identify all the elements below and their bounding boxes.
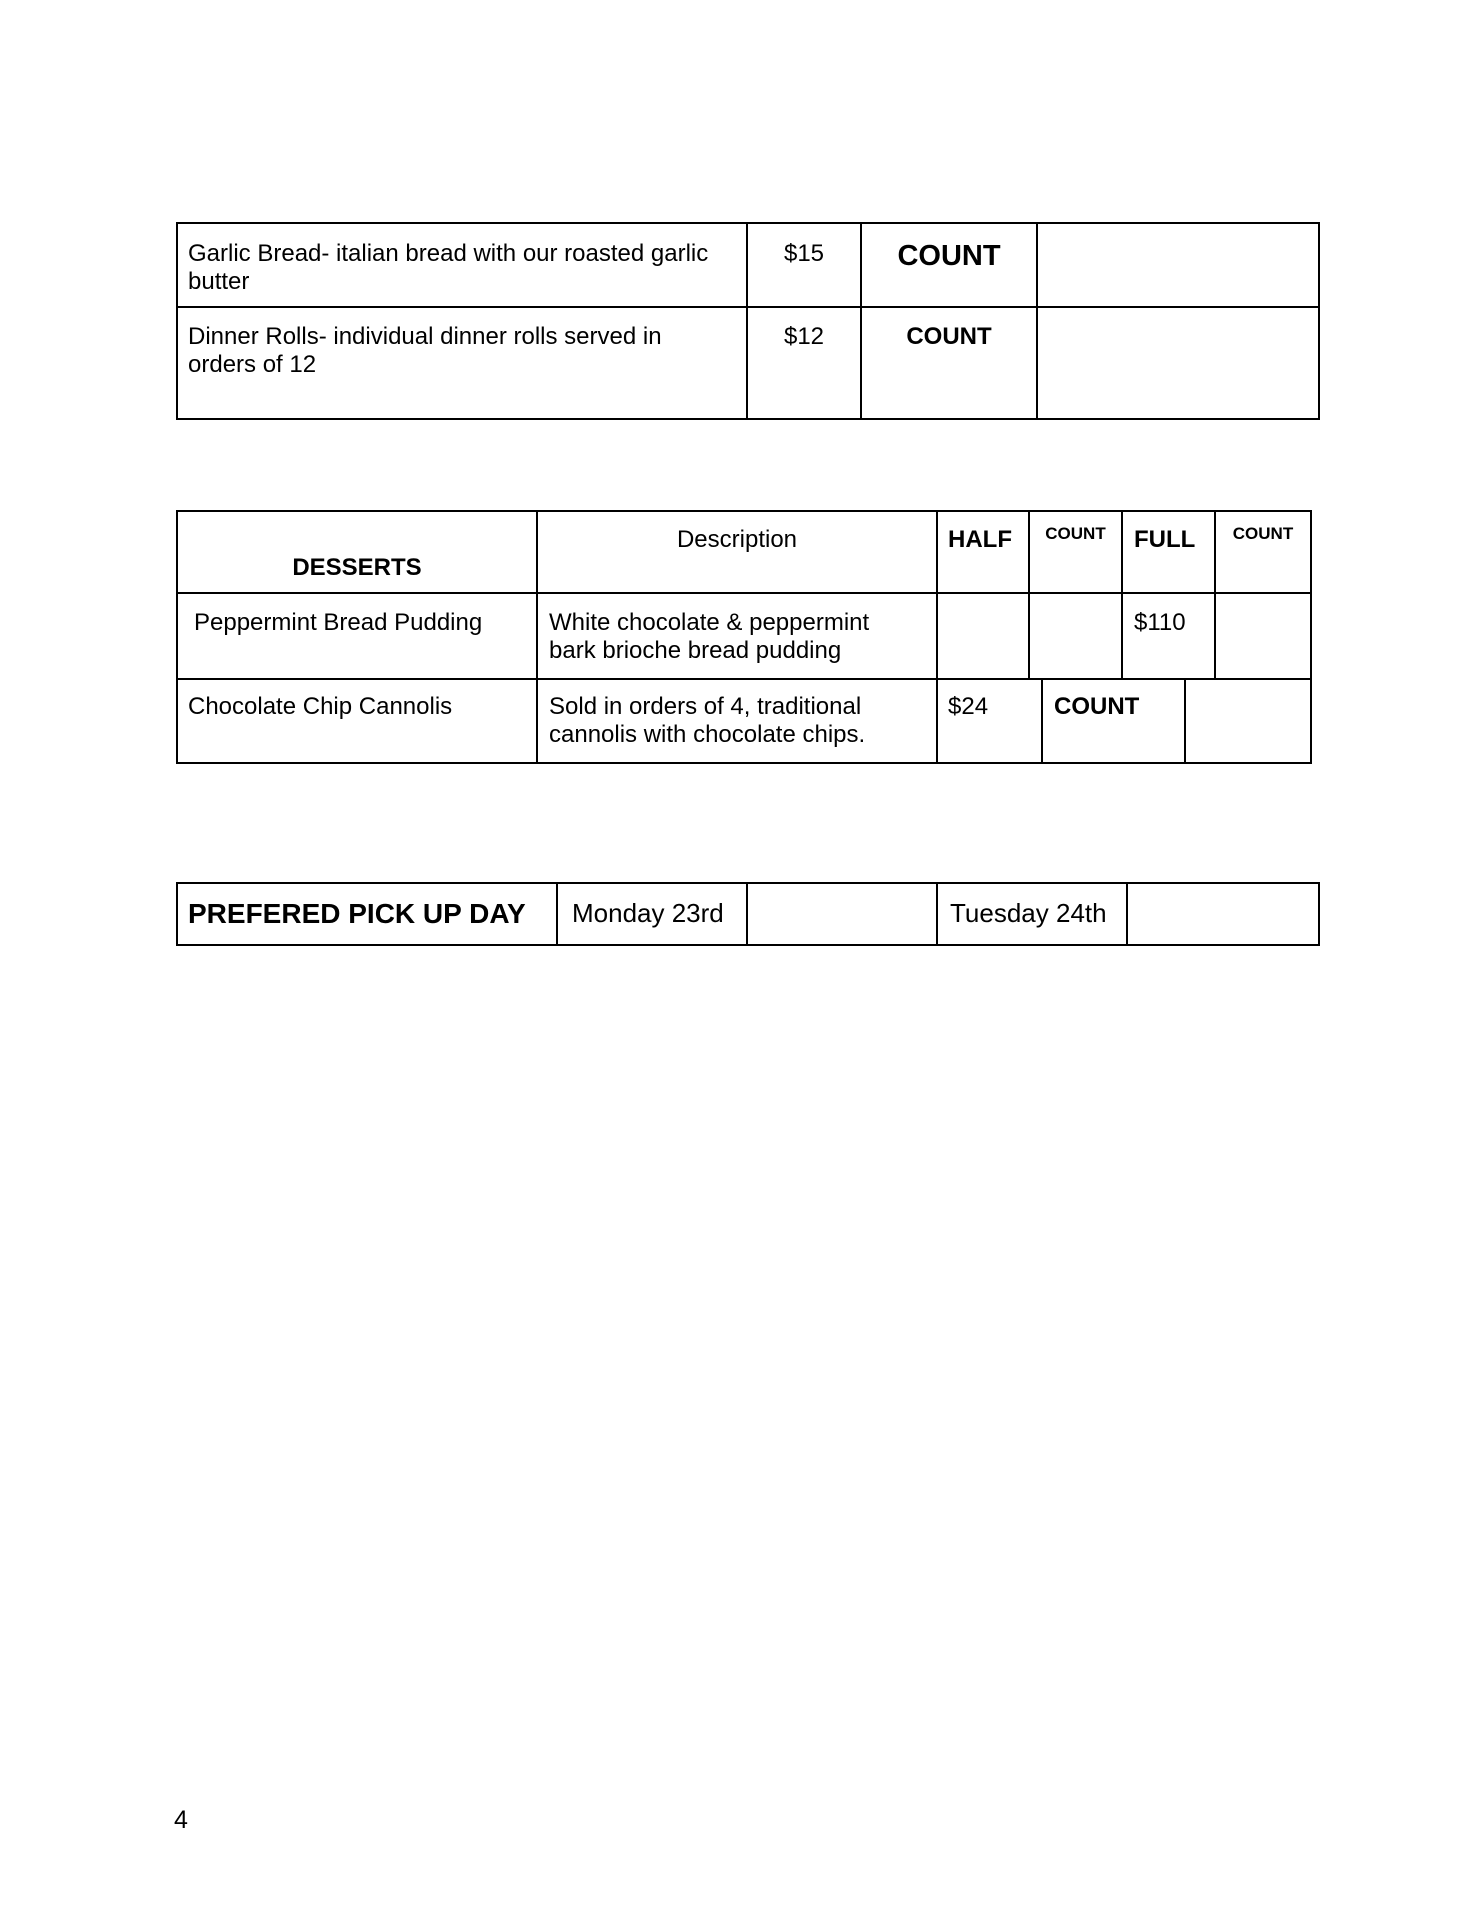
peppermint-full-count-field[interactable]: [1216, 594, 1310, 678]
full-heading: FULL: [1134, 526, 1196, 553]
garlic-bread-count-label: COUNT: [897, 240, 1001, 272]
cannolis-description-line1: Sold in orders of 4, traditional: [549, 693, 862, 720]
dinner-rolls-count-field[interactable]: [1038, 308, 1318, 418]
pickup-tuesday-label: Tuesday 24th: [950, 898, 1107, 928]
col-divider: [556, 882, 558, 946]
pickup-monday-checkbox[interactable]: [748, 884, 936, 944]
desserts-heading: DESSERTS: [292, 554, 422, 581]
dinner-rolls-price: $12: [783, 323, 825, 350]
col-divider: [1041, 678, 1043, 764]
cannolis-half-price: $24: [948, 693, 989, 720]
garlic-bread-price: $15: [783, 240, 825, 267]
col-divider: [1121, 510, 1123, 680]
garlic-bread-description-line2: butter: [188, 268, 250, 295]
cannolis-description-line2: cannolis with chocolate chips.: [549, 721, 866, 748]
pickup-tuesday-checkbox[interactable]: [1128, 884, 1318, 944]
peppermint-bread-pudding-name: Peppermint Bread Pudding: [194, 609, 483, 636]
page-number: 4: [174, 1806, 188, 1834]
description-heading: Description: [676, 526, 798, 553]
half-count-heading: COUNT: [1045, 524, 1106, 543]
cannolis-count-field[interactable]: [1186, 680, 1310, 762]
cannolis-count-label: COUNT: [1054, 693, 1140, 720]
peppermint-description-line1: White chocolate & peppermint: [549, 609, 870, 636]
peppermint-full-price: $110: [1134, 609, 1186, 636]
peppermint-half-count-field[interactable]: [1030, 594, 1121, 678]
peppermint-half-price: [938, 594, 1028, 678]
dinner-rolls-description-line1: Dinner Rolls- individual dinner rolls served in: [188, 323, 662, 350]
row-divider: [176, 678, 1312, 680]
pickup-day-label: PREFERED PICK UP DAY: [188, 898, 526, 929]
full-count-heading: COUNT: [1232, 524, 1294, 543]
peppermint-description-line2: bark brioche bread pudding: [549, 637, 842, 664]
half-heading: HALF: [948, 526, 1012, 553]
garlic-bread-description-line1: Garlic Bread- italian bread with our roasted garlic: [188, 240, 709, 267]
col-divider: [936, 882, 938, 946]
row-divider: [176, 592, 1312, 594]
chocolate-chip-cannolis-name: Chocolate Chip Cannolis: [188, 693, 453, 720]
garlic-bread-count-field[interactable]: [1038, 224, 1318, 306]
dinner-rolls-description-line2: orders of 12: [188, 351, 317, 378]
pickup-monday-label: Monday 23rd: [572, 898, 724, 928]
dinner-rolls-count-label: COUNT: [906, 323, 992, 350]
